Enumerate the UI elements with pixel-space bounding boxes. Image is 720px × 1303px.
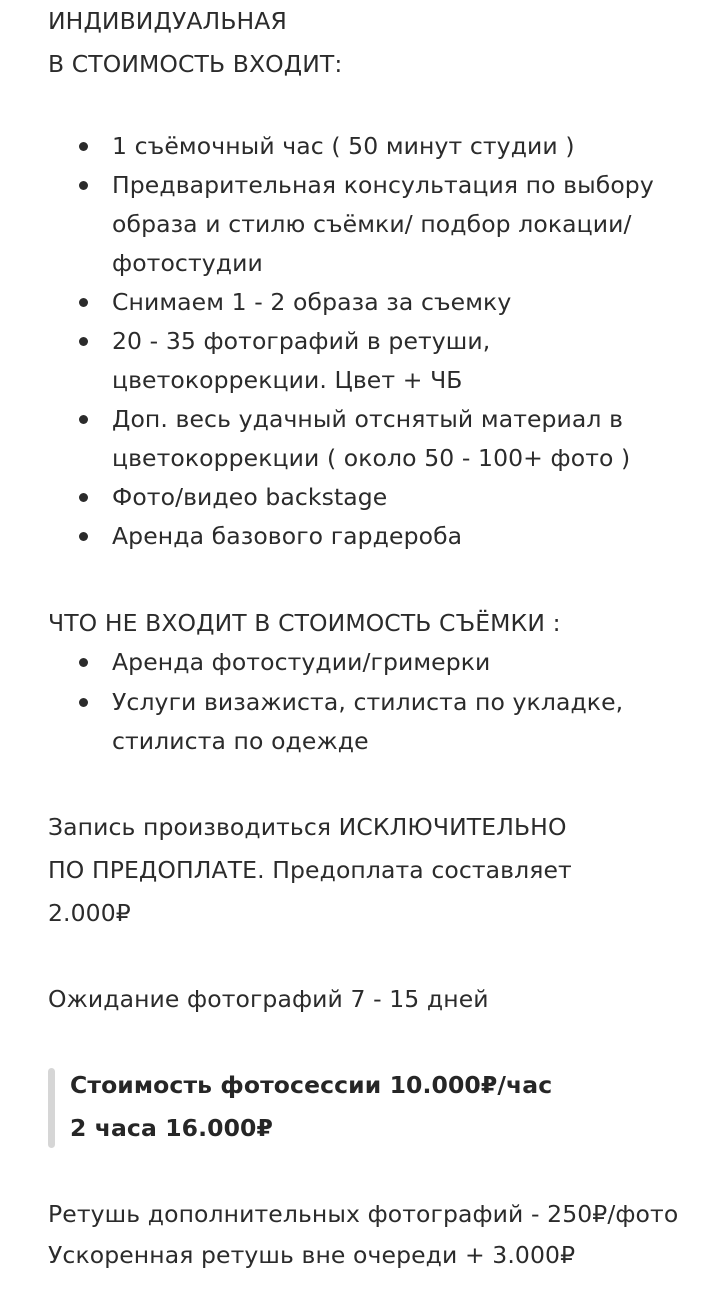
two-hours-price-text: 2 часа 16.000₽ bbox=[70, 1114, 273, 1142]
list-item-line: Услуги визажиста, стилиста по укладке, bbox=[112, 688, 624, 716]
bullet-icon bbox=[79, 181, 88, 190]
list-item-line: 1 съёмочный час ( 50 минут студии ) bbox=[112, 132, 575, 160]
bullet-icon bbox=[79, 142, 88, 151]
not-included-title: ЧТО НЕ ВХОДИТ В СТОИМОСТЬ СЪЁМКИ : bbox=[48, 609, 561, 637]
bullet-icon bbox=[79, 698, 88, 707]
extra-retouch-price: Ретушь дополнительных фотографий - 250₽/фото bbox=[48, 1200, 679, 1228]
list-item-line: стилиста по одежде bbox=[112, 727, 369, 755]
paragraph-line: ПО ПРЕДОПЛАТЕ. Предоплата составляет bbox=[48, 856, 572, 884]
list-item-line: образа и стилю съёмки/ подбор локации/ bbox=[112, 210, 632, 238]
list-item-line: Аренда базового гардероба bbox=[112, 522, 463, 550]
list-item-line: цветокоррекции. Цвет + ЧБ bbox=[112, 366, 463, 394]
quote-bar bbox=[48, 1068, 55, 1148]
waiting-time-text: Ожидание фотографий 7 - 15 дней bbox=[48, 985, 489, 1013]
paragraph-line: Запись производиться ИСКЛЮЧИТЕЛЬНО bbox=[48, 813, 567, 841]
list-item-line: фотостудии bbox=[112, 249, 263, 277]
heading-line-2: В СТОИМОСТЬ ВХОДИТ: bbox=[48, 50, 343, 78]
bullet-icon bbox=[79, 493, 88, 502]
list-item-line: Аренда фотостудии/гримерки bbox=[112, 648, 491, 676]
bullet-icon bbox=[79, 532, 88, 541]
express-retouch-price: Ускоренная ретушь вне очереди + 3.000₽ bbox=[48, 1241, 576, 1269]
bullet-icon bbox=[79, 298, 88, 307]
list-item-line: Снимаем 1 - 2 образа за съемку bbox=[112, 288, 512, 316]
bullet-icon bbox=[79, 658, 88, 667]
session-price-text: Стоимость фотосессии 10.000₽/час bbox=[70, 1071, 553, 1099]
list-item-line: 20 - 35 фотографий в ретуши, bbox=[112, 327, 491, 355]
list-item-line: Фото/видео backstage bbox=[112, 483, 388, 511]
list-item-line: цветокоррекции ( около 50 - 100+ фото ) bbox=[112, 444, 631, 472]
list-item-line: Предварительная консультация по выбору bbox=[112, 171, 654, 199]
bullet-icon bbox=[79, 415, 88, 424]
bullet-icon bbox=[79, 337, 88, 346]
paragraph-line: 2.000₽ bbox=[48, 899, 131, 927]
list-item-line: Доп. весь удачный отснятый материал в bbox=[112, 405, 624, 433]
heading-line-1: ИНДИВИДУАЛЬНАЯ bbox=[48, 7, 287, 35]
